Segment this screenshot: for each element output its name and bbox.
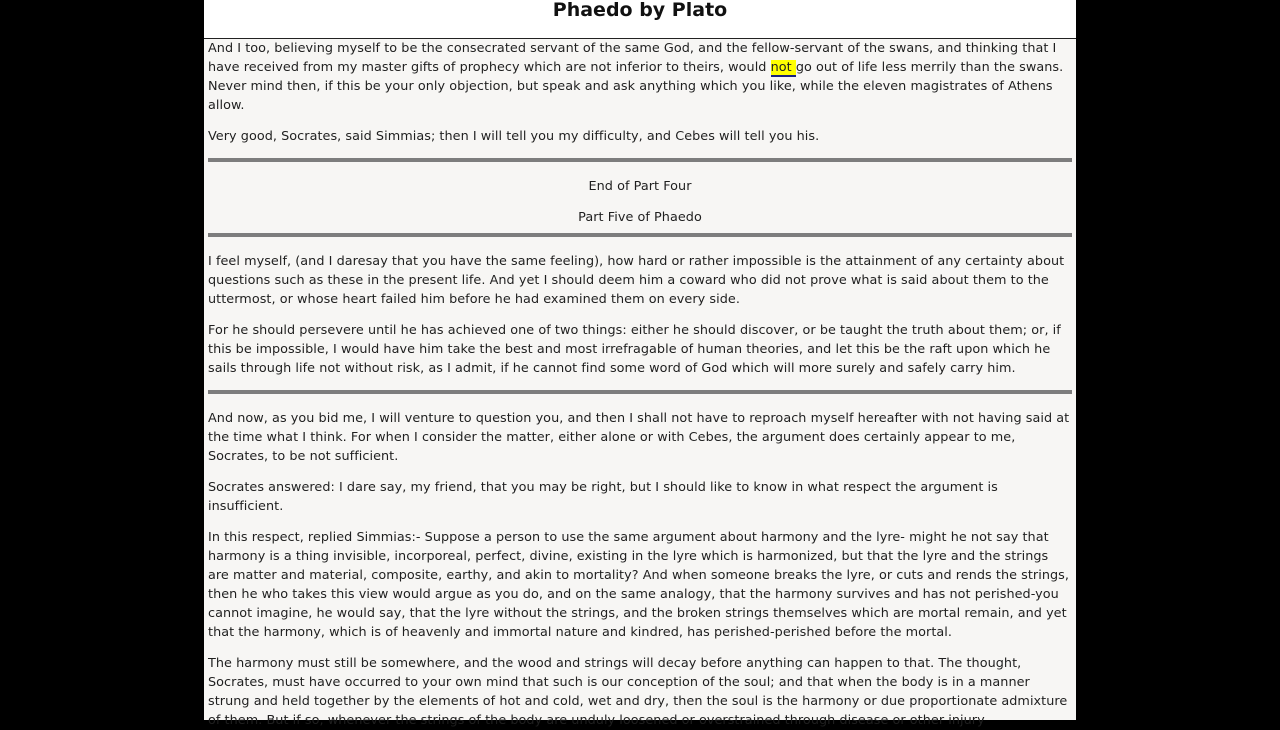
paragraph-text: And I too, believing myself to be the consecrated servant of the same God, and the fellow-servant of the swans, and thinking that I have received from my master gifts of prophecy which are not inferior to theirs, would [208,41,1057,75]
end-of-part-label: End of Part Four [588,179,692,194]
divider [208,390,1072,394]
paragraph: Very good, Socrates, said Simmias; then I will tell you my difficulty, and Cebes will tell you his. [208,129,820,144]
text-content [204,39,1076,730]
reader-page [204,0,1076,728]
paragraph: The harmony must still be somewhere, and the wood and strings will decay before anything can happen to that. The thought, Socrates, must have occurred to your own mind that such is our conception of the soul; and that when the body is in a manner strung and held together by the elements of hot and cold, wet and dry, then the soul is the harmony or due proportionate admixture of them. But if so, whenever the strings of the body are unduly loosened or overstrained through disease or other injury [208,656,1068,728]
divider [208,233,1072,237]
paragraph: I feel myself, (and I daresay that you have the same feeling), how hard or rather impossible is the attainment of any certainty about questions such as these in the present life. And yet I should deem him a coward who did not prove what is said about them to the uttermost, or whose heart failed him before he had examined them on every side. [208,254,1065,307]
paragraph: For he should persevere until he has achieved one of two things: either he should discover, or be taught the truth about them; or, if this be impossible, I would have him take the best and most irrefragable of human theories, and let this be the raft upon which he sails through life not without risk, as I admit, if he cannot find some word of God which will more surely and safely carry him. [208,323,1061,376]
search-highlight[interactable]: not [770,60,796,75]
page-title: Phaedo by Plato [552,0,728,21]
divider [208,158,1072,162]
paragraph: And now, as you bid me, I will venture to question you, and then I shall not have to reproach myself hereafter with not having said at the time what I think. For when I consider the matter, either alone or with Cebes, the argument does certainly appear to me, Socrates, to be not sufficient. [208,411,1070,464]
paragraph: Socrates answered: I dare say, my friend, that you may be right, but I should like to know in what respect the argument is insufficient. [208,480,998,514]
part-heading: Part Five of Phaedo [578,210,702,225]
paragraph: In this respect, replied Simmias:- Suppose a person to use the same argument about harmony and the lyre- might he not say that harmony is a thing invisible, incorporeal, perfect, divine, existing in the lyre which is harmonized, but that the lyre and the strings are matter and material, composite, earthy, and akin to mortality? And when someone breaks the lyre, or cuts and rends the strings, then he who takes this view would argue as you do, and on the same analogy, that the harmony survives and has not perished-you cannot imagine, he would say, that the lyre without the strings, and the broken strings themselves which are mortal remain, and yet that the harmony, which is of heavenly and immortal nature and kindred, has perished-perished before the mortal. [208,530,1070,640]
paragraph [208,39,1072,115]
title-bar [204,0,1076,39]
paragraph-text: go out of life less merrily than the swans. Never mind then, if this be your only objection, but speak and ask anything which you like, while the eleven magistrates of Athens allow. [208,60,1064,113]
